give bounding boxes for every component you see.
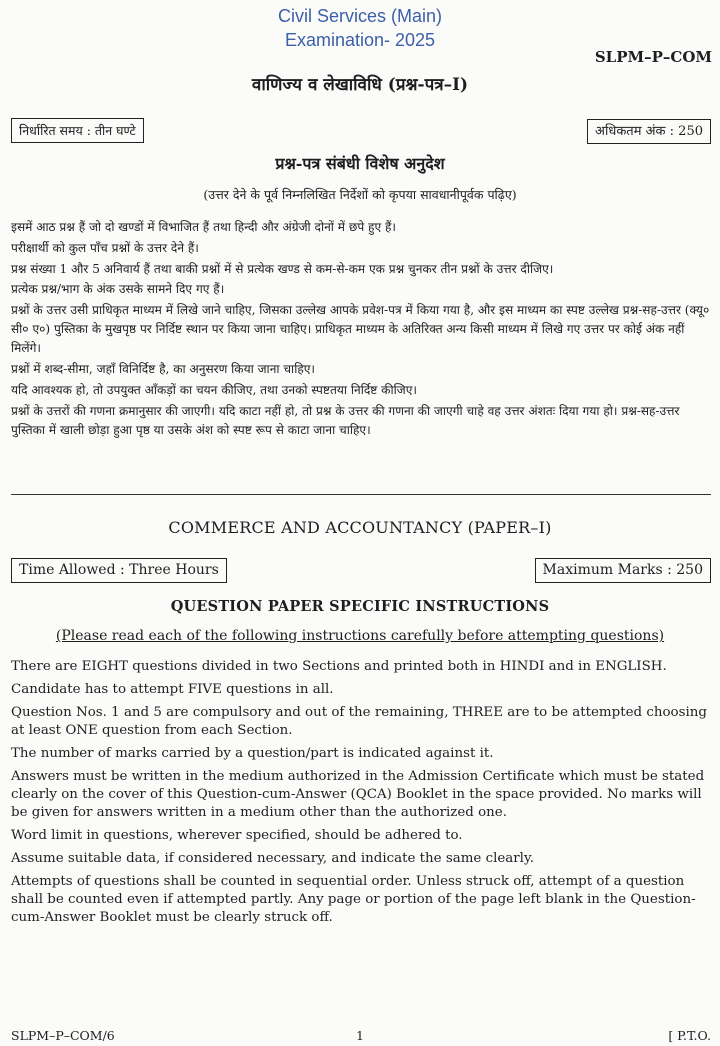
english-instruction: There are EIGHT questions divided in two Sections and printed both in HINDI and in ENGLISH.	[11, 659, 667, 674]
footer-page-number: 1	[356, 1028, 364, 1043]
exam-title	[0, 4, 720, 52]
hindi-instruction: प्रश्नों के उत्तरों की गणना क्रमानुसार की जाएगी। यदि काटा नहीं हो, तो प्रश्न के उत्तर की गणना की जाएगी चाहे वह उत्तर अंशतः दिया गया हो। प्रश्न-सह-उत्तर पुस्तिका में खाली छोड़ा हुआ पृष्ठ या उसके अंश को स्पष्ट रूप से काटा जाना चाहिए।	[11, 403, 680, 437]
hindi-instruction: परीक्षार्थी को कुल पाँच प्रश्नों के उत्तर देने हैं।	[11, 240, 199, 255]
paper-code: SLPM–P–COM	[594, 48, 712, 66]
hindi-instruction: इसमें आठ प्रश्न हैं जो दो खण्डों में विभाजित हैं तथा हिन्दी और अंग्रेजी दोनों में छपे हुए हैं।	[11, 220, 397, 234]
footer-pto: [ P.T.O.	[668, 1028, 711, 1043]
hindi-instruction: प्रश्नों के उत्तर उसी प्राधिकृत माध्यम में लिखे जाने चाहिए, जिसका उल्लेख आपके प्रवेश-पत्र में किया गया है, और इस माध्यम का स्पष्ट उल्लेख प्रश्न-सह-उत्तर (क्यू० सी० ए०) पुस्तिका के मुखपृष्ठ पर निर्दिष्ट स्थान पर किया जाना चाहिए। प्राधिकृत माध्यम के अतिरिक्त अन्य किसी माध्यम में लिखे गए उत्तर पर कोई अंक नहीं मिलेंगे।	[11, 303, 710, 356]
hindi-instructions-heading: प्रश्न-पत्र संबंधी विशेष अनुदेश	[275, 154, 445, 173]
english-max-marks-box: Maximum Marks : 250	[535, 558, 711, 583]
hindi-instruction: प्रश्न संख्या 1 और 5 अनिवार्य हैं तथा बाकी प्रश्नों में से प्रत्येक खण्ड से कम-से-कम एक प्रश्न चुनकर तीन प्रश्नों के उत्तर दीजिए।	[11, 261, 554, 276]
hindi-instructions-subheading: (उत्तर देने के पूर्व निम्नलिखित निर्देशों को कृपया सावधानीपूर्वक पढ़िए)	[203, 187, 517, 202]
english-instruction: Candidate has to attempt FIVE questions in all.	[11, 682, 334, 697]
english-time-allowed-box: Time Allowed : Three Hours	[11, 558, 227, 583]
english-instructions-subheading: (Please read each of the following instructions carefully before attempting questions)	[55, 628, 665, 644]
english-instruction: Assume suitable data, if considered necessary, and indicate the same clearly.	[11, 851, 534, 866]
section-divider	[11, 494, 711, 495]
hindi-instructions-list	[11, 218, 715, 441]
english-instruction: Attempts of questions shall be counted in sequential order. Unless struck off, attempt of a question shall be counted even if attempted partly. Any page or portion of the page left blank in the Question-cum-Answer Booklet must be clearly struck off.	[11, 874, 696, 925]
english-subject-title: COMMERCE AND ACCOUNTANCY (PAPER–I)	[168, 518, 552, 537]
hindi-subject-title: वाणिज्य व लेखाविधि (प्रश्न-पत्र–I)	[251, 75, 469, 95]
hindi-max-marks-box: अधिकतम अंक : 250	[587, 119, 711, 144]
hindi-instruction: यदि आवश्यक हो, तो उपयुक्त आँकड़ों का चयन कीजिए, तथा उनको स्पष्टतया निर्दिष्ट कीजिए।	[11, 382, 417, 397]
exam-title-line1: Civil Services (Main)	[277, 6, 443, 26]
hindi-time-allowed-box: निर्धारित समय : तीन घण्टे	[11, 118, 144, 143]
exam-title-line2: Examination- 2025	[284, 30, 436, 50]
english-instruction: Question Nos. 1 and 5 are compulsory and out of the remaining, THREE are to be attempted choosing at least ONE question from each Section.	[11, 705, 707, 738]
english-instructions-list	[11, 658, 714, 932]
english-instruction: Word limit in questions, wherever specified, should be adhered to.	[11, 828, 463, 843]
english-instruction: The number of marks carried by a question/part is indicated against it.	[11, 746, 494, 761]
english-instructions-heading: QUESTION PAPER SPECIFIC INSTRUCTIONS	[170, 598, 550, 615]
hindi-instruction: प्रश्नों में शब्द-सीमा, जहाँ विनिर्दिष्ट है, का अनुसरण किया जाना चाहिए।	[11, 361, 316, 376]
hindi-instruction: प्रत्येक प्रश्न/भाग के अंक उसके सामने दिए गए हैं।	[11, 282, 225, 297]
english-instruction: Answers must be written in the medium authorized in the Admission Certificate which must be stated clearly on the cover of this Question-cum-Answer (QCA) Booklet in the space provided. No marks will be given for answers written in a medium other than the authorized one.	[11, 769, 705, 820]
footer-paper-code: SLPM–P–COM/6	[11, 1028, 115, 1043]
